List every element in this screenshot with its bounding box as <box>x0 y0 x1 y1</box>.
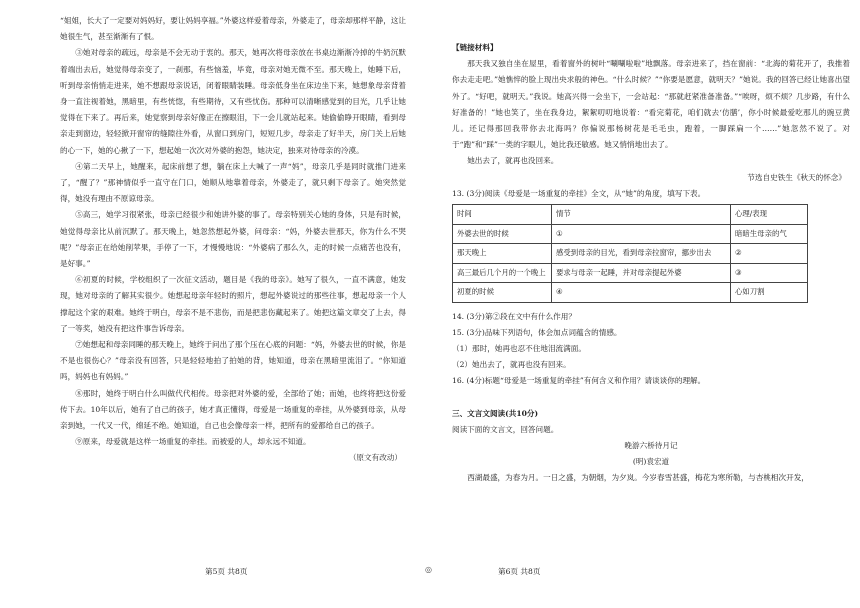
spacer <box>452 390 850 406</box>
table-cell: ③ <box>731 263 808 283</box>
table-cell: 初夏的时候 <box>453 283 552 303</box>
table-cell: 外婆去世的时候 <box>453 224 552 244</box>
question-13: 13. (3分)阅读《母爱是一场重复的牵挂》全文，从“她”的角度，填写下表。 <box>452 188 706 198</box>
source-note: （原文有改动） <box>348 453 402 463</box>
question-15-part-1: （1）那时，她再也忍不住地泪流满面。 <box>452 343 586 353</box>
question-15-part-2: （2）她出去了，就再也没有回来。 <box>452 360 571 370</box>
paragraph-1: “姐姐，长大了一定要对妈妈好，要让妈妈享福。”外婆这样爱着母亲，外婆走了，母亲却那样平静，这让她很生气，甚至渐渐有了恨。 <box>60 16 406 42</box>
paragraph-8: ⑧那时，她终于明白什么叫做代代相传。母亲把对外婆的爱，全部给了她；而她，也终将把这份爱传下去。10年以后，她有了自己的孩子，她才真正懂得，母爱是一场重复的牵挂，从外婆到母亲，从母亲到她，一代又一代，绵延不绝。她知道，自己也会像母亲一样，把所有的爱都给自己的孩子。 <box>60 388 406 431</box>
paragraph-5: ⑤高三，她学习很紧张，母亲已经很少和她讲外婆的事了。母亲特别关心她的身体，只是有时候，她觉得母亲比从前沉默了。那天晚上，她忽然想起外婆，问母亲：“妈，外婆去世那天，你为什么不哭呢？”母亲正在给她削苹果，手停了一下，才慢慢地说：“外婆病了那么久，走的时候一点痛苦也没有，是好事。” <box>60 210 406 269</box>
table-cell: 要求与母亲一起睡，并对母亲提起外婆 <box>552 263 731 283</box>
paragraph-6: ⑥初夏的时候，学校组织了一次征文活动，题目是《我的母亲》。她写了很久，一直不满意，她发现，她对母亲的了解其实很少。她想起母亲年轻时的照片，想起外婆说过的那些往事，想起母亲一个人撑起这个家的艰难。她终于明白，母亲不是不悲伤，而是把悲伤藏起来了。她把这篇文章交了上去，得了一等奖，她没有把这件事告诉母亲。 <box>60 275 406 333</box>
table-cell: ④ <box>552 283 731 303</box>
table-row <box>453 224 808 244</box>
table-header: 心理/表现 <box>731 205 808 225</box>
page-number-left: 第5页 共8页 <box>205 567 248 576</box>
table-cell: 那天晚上 <box>453 244 552 264</box>
table-row <box>453 244 808 264</box>
link-paragraph-2: 她出去了，就再也没回来。 <box>467 156 559 166</box>
link-paragraph-1: 那天我又独自坐在屋里，看着窗外的树叶“唰唰啦啦”地飘落。母亲进来了，挡在窗前：“北海的菊花开了，我推着你去走走吧。”她憔悴的脸上现出央求般的神色。“什么时候？”“你要是愿意，就明天？”她说。我的回答已经让她喜出望外了。“好吧，就明天。”我说。她高兴得一会坐下，一会站起：“那就赶紧准备准备。”“唉呀，烦不烦？几步路，有什么好准备的！”她也笑了，坐在我身边，絮絮叨叨地说着：“看完菊花，咱们就去‘仿膳’，你小时候最爱吃那儿的豌豆黄儿。还记得那回我带你去北海吗？你偏说那杨树花是毛毛虫，跑着，一脚踩扁一个……”她忽然不说了。对于“跑”和“踩”一类的字眼儿，她比我还敏感。她又悄悄地出去了。 <box>452 59 850 150</box>
table-cell: 感受到母亲的目光，看到母亲拉窗帘，挪步出去 <box>552 244 731 264</box>
paragraph-3: ③她对母亲的疏远，母亲是不会无动于衷的。那天，她再次将母亲放在书桌边渐渐冷掉的牛奶沉默着端出去后，她觉得母亲变了，一刹那，有些恼羞，毕竟，母亲对她无微不至。那天晚上，她睡下后，听到母亲悄悄走进来，她不想跟母亲说话，闭着眼睛装睡。母亲低身坐在床边坐下来，她想象母亲背着身一直注视着她，黑暗里，有些恍惚，有些期待，又有些忧伤。那种可以清晰感觉到的目光，几乎让她觉得在下来了。再后来，她觉察到母亲好像正在擦眼泪，下一会儿就站起来。她偷偷睁开眼睛，看到母亲走到窗边，轻轻掀开窗帘的缝隙往外看，从窗口到房门，短短几步，母亲走了好半天，房门关上后她的心一下，她的心揪了一下，想起她一次次对外婆的抱怨，她决定，独来对待母亲的冷漠。 <box>60 48 406 155</box>
table-row <box>453 263 808 283</box>
link-source: 节选自史铁生《秋天的怀念》 <box>747 172 846 182</box>
question-14: 14. (3分)第②段在文中有什么作用？ <box>452 311 576 321</box>
question-16: 16. (4分)标题“母爱是一场重复的牵挂”有何含义和作用？请谈谈你的理解。 <box>452 376 706 386</box>
section-3-heading: 三、文言文阅读(共10分) <box>452 408 539 418</box>
table-cell: 心如刀割 <box>731 283 808 303</box>
answer-table <box>452 204 808 303</box>
right-column <box>452 40 850 487</box>
table-header: 时间 <box>453 205 552 225</box>
left-column <box>60 13 406 467</box>
classical-title: 晚游六桥待月记 <box>624 440 678 450</box>
page-number-right: 第6页 共8页 <box>498 567 541 576</box>
table-row <box>453 283 808 303</box>
center-mark: ◎ <box>425 565 432 574</box>
paragraph-7: ⑦她想起和母亲同睡的那天晚上，她终于问出了那个压在心底的问题：“妈，外婆去世的时候，你是不是也很伤心？”母亲没有回答，只是轻轻地拍了拍她的背，她知道，母亲在黑暗里流泪了。“你知道吗，妈妈也有妈妈。” <box>60 340 406 382</box>
table-cell: 高三最后几个月的一个晚上 <box>453 263 552 283</box>
link-material-title: 【链接材料】 <box>452 43 498 52</box>
classical-author: (明)袁宏道 <box>632 457 670 467</box>
paragraph-4: ④第二天早上，她醒来，起床前想了想，躺在床上大喊了一声“妈”，母亲几乎是同时就推门进来了，“醒了？”那神情似乎一直守在门口，她顺从地靠着母亲，外婆走了，就只剩下母亲了。她突然觉得，她没有理由不原谅母亲。 <box>60 161 406 204</box>
classical-text: 西湖最盛，为春为月。一日之盛，为朝烟，为夕岚。今岁春雪甚盛，梅花为寒所勒，与杏桃相次开发， <box>467 473 809 483</box>
table-header-row <box>453 205 808 225</box>
table-cell: ② <box>731 244 808 264</box>
right-page <box>430 0 860 608</box>
table-cell: ① <box>552 224 731 244</box>
table-cell: 暗暗生母亲的气 <box>731 224 808 244</box>
question-15: 15. (3分)品味下列语句，体会加点词蕴含的情感。 <box>452 327 622 337</box>
table-header: 情节 <box>552 205 731 225</box>
section-3-intro: 阅读下面的文言文，回答问题。 <box>452 424 559 434</box>
paragraph-9: ⑨原来，母爱就是这样一场重复的牵挂。而被爱的人，却永远不知道。 <box>75 437 311 447</box>
